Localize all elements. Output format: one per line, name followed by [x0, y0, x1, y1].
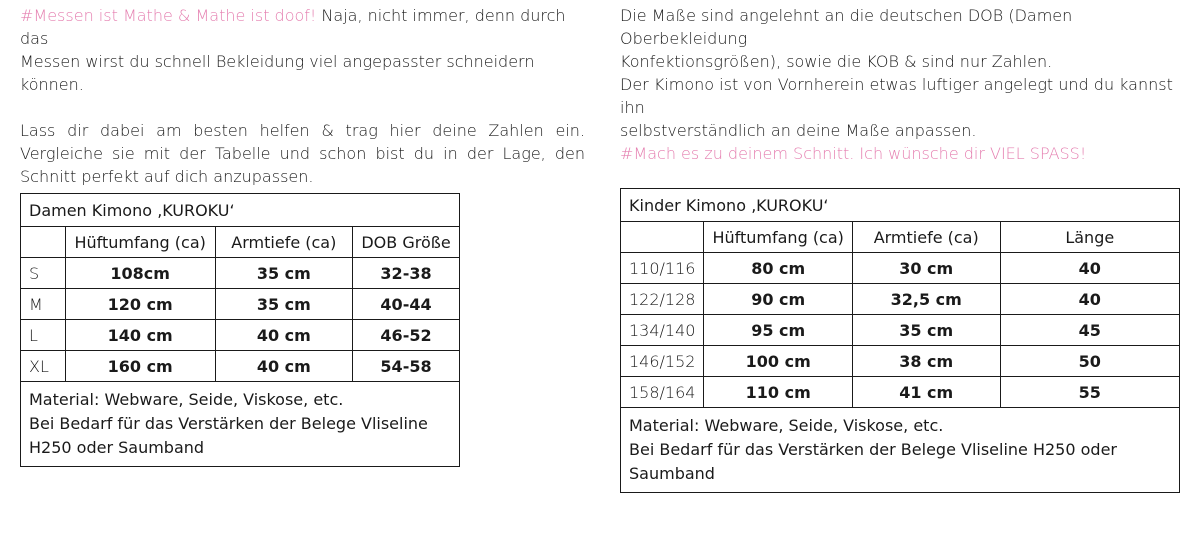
table-cell: 110 cm [704, 377, 852, 408]
table-cell: 40 cm [215, 351, 352, 382]
table-cell: 40 cm [215, 320, 352, 351]
table-cell: 40 [1000, 284, 1179, 315]
header-cell: Hüftumfang (ca) [65, 227, 215, 258]
table-cell: 54-58 [353, 351, 460, 382]
table-header-row [621, 222, 1180, 253]
hashtag-messen: #Messen ist Mathe & Mathe ist doof! [20, 6, 317, 25]
table-header-row [21, 227, 460, 258]
header-cell [621, 222, 704, 253]
table-cell: 35 cm [215, 289, 352, 320]
table-cell: 90 cm [704, 284, 852, 315]
table-title-row [621, 189, 1180, 222]
table-cell: 41 cm [852, 377, 1000, 408]
table-note-row [21, 382, 460, 467]
size-label: 110/116 [621, 253, 704, 284]
intro-left-para1 [20, 4, 585, 96]
table-cell: 55 [1000, 377, 1179, 408]
intro-left-para2: Lass dir dabei am besten helfen & trag hier deine Zahlen ein. Vergleiche sie mit der Tabelle und schon bist du in der Lage, den Schnitt perfekt auf dich anzupassen. [20, 121, 585, 186]
table-cell: 38 cm [852, 346, 1000, 377]
intro-right-line3: Der Kimono ist von Vornherein etwas luftiger angelegt und du kannst ihn [620, 75, 1173, 117]
header-cell [21, 227, 66, 258]
intro-right-line4: selbstverständlich an deine Maße anpassen. [620, 121, 977, 140]
table-cell: 35 cm [215, 258, 352, 289]
intro-right [620, 4, 1185, 165]
header-cell: Hüftumfang (ca) [704, 222, 852, 253]
table-title-row [21, 194, 460, 227]
size-label: XL [21, 351, 66, 382]
table-row [621, 284, 1180, 315]
table-cell: 50 [1000, 346, 1179, 377]
size-label: 146/152 [621, 346, 704, 377]
table-row [621, 346, 1180, 377]
header-cell: DOB Größe [353, 227, 460, 258]
size-label: 122/128 [621, 284, 704, 315]
kinder-table-title: Kinder Kimono ‚KUROKU‘ [621, 189, 1180, 222]
table-cell: 46-52 [353, 320, 460, 351]
table-cell: 45 [1000, 315, 1179, 346]
kinder-size-table [620, 188, 1180, 493]
size-label: L [21, 320, 66, 351]
damen-size-table [20, 193, 460, 467]
intro-right-line2: Konfektionsgrößen), sowie die KOB & sind nur Zahlen. [620, 52, 1053, 71]
table-note-row [621, 408, 1180, 493]
table-cell: 120 cm [65, 289, 215, 320]
hashtag-schnitt: #Mach es zu deinem Schnitt. Ich wünsche dir VIEL SPASS! [620, 144, 1087, 163]
table-row [621, 253, 1180, 284]
intro-left [20, 4, 585, 188]
size-label: 158/164 [621, 377, 704, 408]
table-row [621, 315, 1180, 346]
intro-right-line1: Die Maße sind angelehnt an die deutschen DOB (Damen Oberbekleidung [620, 6, 1073, 48]
intro-left-line1: Naja, nicht immer, denn durch das [20, 6, 566, 48]
table-cell: 95 cm [704, 315, 852, 346]
note-material: Material: Webware, Seide, Viskose, etc. [29, 390, 344, 409]
intro-right-para [620, 4, 1185, 165]
table-row [21, 351, 460, 382]
table-cell: 32,5 cm [852, 284, 1000, 315]
table-cell: 40 [1000, 253, 1179, 284]
size-label: 134/140 [621, 315, 704, 346]
size-label: S [21, 258, 66, 289]
note-material: Material: Webware, Seide, Viskose, etc. [629, 416, 944, 435]
table-row [21, 320, 460, 351]
table-cell: 100 cm [704, 346, 852, 377]
note-vliseline: Bei Bedarf für das Verstärken der Belege Vliseline H250 oder Saumband [29, 414, 428, 457]
table-cell: 140 cm [65, 320, 215, 351]
table-cell: 80 cm [704, 253, 852, 284]
table-cell: 108cm [65, 258, 215, 289]
table-row [21, 258, 460, 289]
kinder-material-note [621, 408, 1180, 493]
table-row [21, 289, 460, 320]
table-cell: 40-44 [353, 289, 460, 320]
damen-table-title: Damen Kimono ‚KUROKU‘ [21, 194, 460, 227]
damen-material-note [21, 382, 460, 467]
table-cell: 30 cm [852, 253, 1000, 284]
intro-left-line2: Messen wirst du schnell Bekleidung viel angepasster schneidern können. [20, 52, 535, 94]
header-cell: Armtiefe (ca) [215, 227, 352, 258]
table-row [621, 377, 1180, 408]
table-cell: 35 cm [852, 315, 1000, 346]
size-label: M [21, 289, 66, 320]
table-cell: 32-38 [353, 258, 460, 289]
header-cell: Armtiefe (ca) [852, 222, 1000, 253]
header-cell: Länge [1000, 222, 1179, 253]
note-vliseline: Bei Bedarf für das Verstärken der Belege Vliseline H250 oder Saumband [629, 440, 1117, 483]
table-cell: 160 cm [65, 351, 215, 382]
